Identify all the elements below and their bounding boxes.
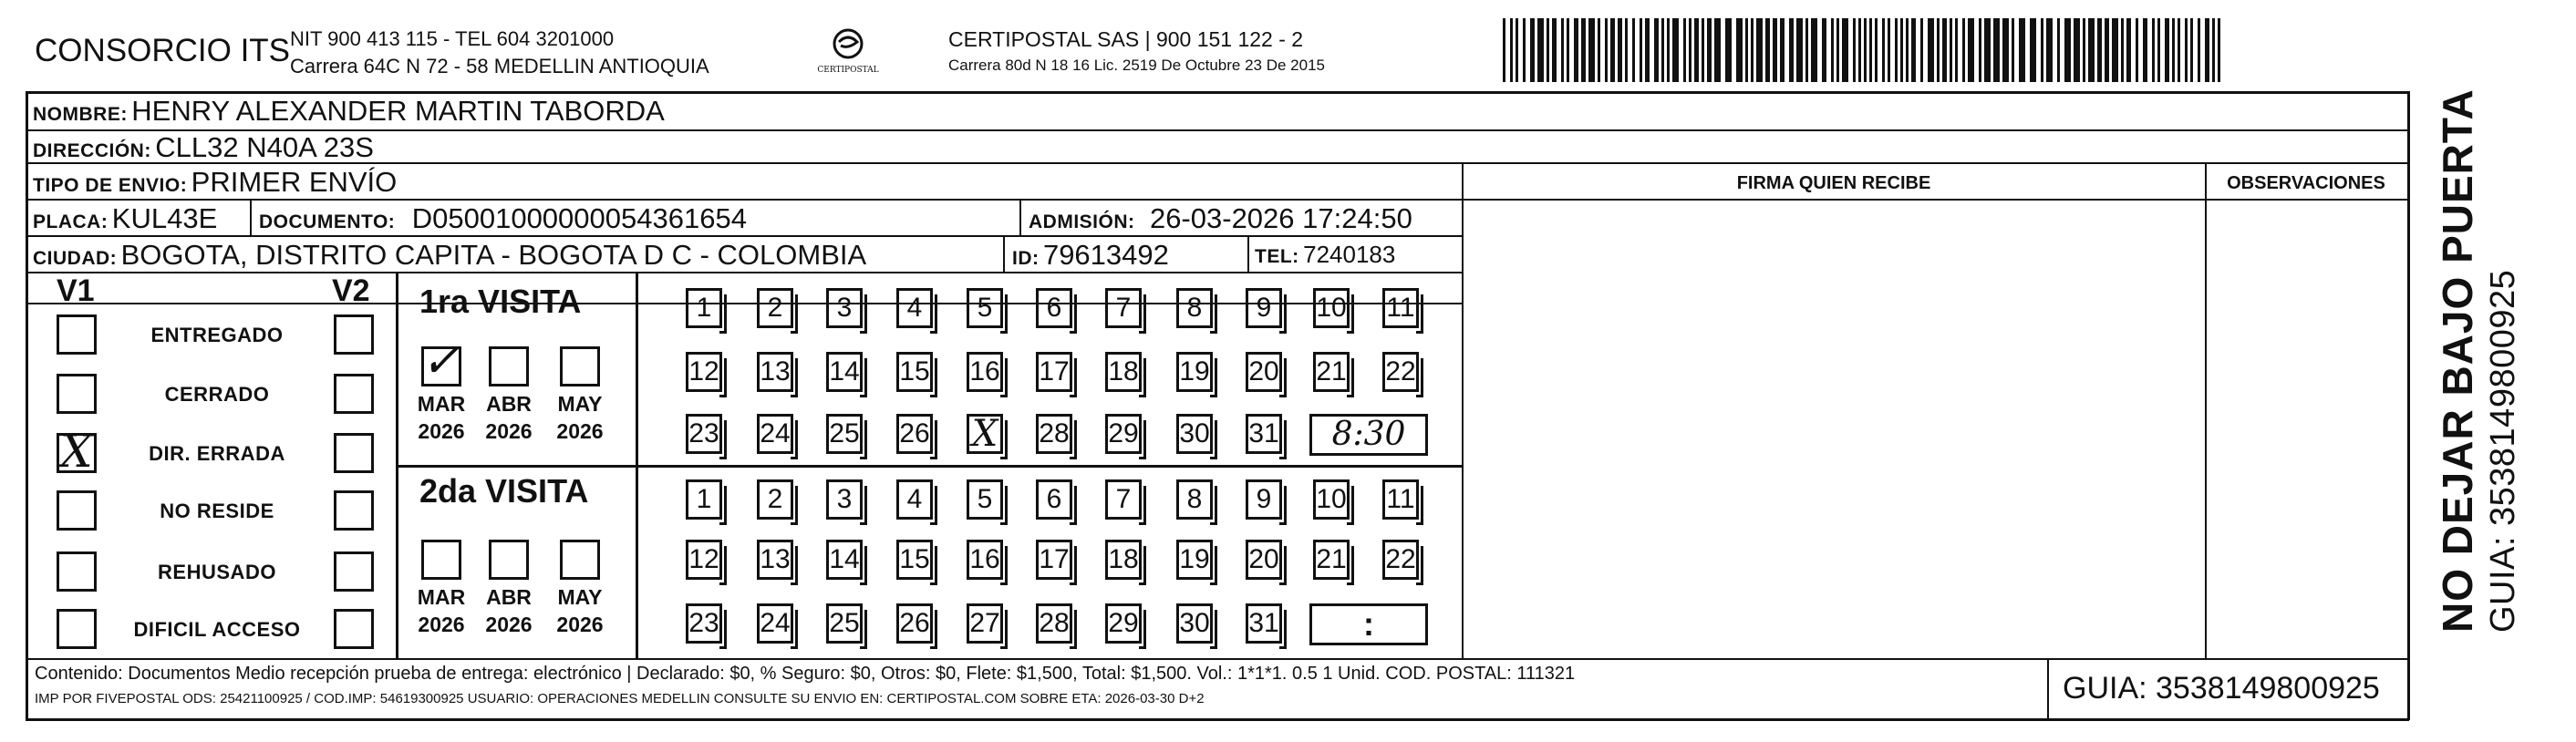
first-month-mark: ✓ (421, 335, 460, 387)
first-day-6[interactable]: 6 (1036, 288, 1072, 328)
second-day-8[interactable]: 8 (1176, 479, 1213, 520)
second-year-label-1: 2026 (485, 613, 533, 636)
second-day-16[interactable]: 16 (967, 540, 1003, 580)
first-day-3[interactable]: 3 (826, 288, 863, 328)
first-day-7[interactable]: 7 (1105, 288, 1142, 328)
second-day-31[interactable]: 31 (1246, 603, 1282, 644)
courier-line: CERTIPOSTAL SAS | 900 151 122 - 2 (948, 27, 1304, 51)
direccion-value: CLL32 N40A 23S (155, 131, 374, 163)
second-day-13[interactable]: 13 (757, 540, 793, 580)
placa-label: PLACA: (33, 211, 109, 232)
first-day-26[interactable]: 26 (896, 414, 933, 454)
first-day-14[interactable]: 14 (826, 352, 863, 392)
status-label-5: DIFICIL ACCESO (133, 618, 301, 641)
second-day-26[interactable]: 26 (896, 603, 933, 644)
first-day-18[interactable]: 18 (1105, 352, 1142, 392)
admision-value: 26-03-2026 17:24:50 (1149, 202, 1412, 234)
second-day-1[interactable]: 1 (686, 479, 722, 520)
tel-value: 7240183 (1303, 241, 1396, 268)
tipo-label: TIPO DE ENVIO: (33, 175, 188, 196)
first-day-28[interactable]: 28 (1036, 414, 1072, 454)
v1-checkbox-3[interactable] (57, 490, 97, 531)
first-time-box[interactable]: 8:30 (1309, 414, 1428, 456)
courier-address: Carrera 80d N 18 16 Lic. 2519 De Octubre 23 De 2015 (948, 57, 1325, 74)
second-year-label-2: 2026 (556, 613, 604, 636)
first-day-27[interactable]: X (967, 414, 1003, 454)
second-day-9[interactable]: 9 (1246, 479, 1282, 520)
address-line: Carrera 64C N 72 - 58 MEDELLIN ANTIOQUIA (290, 55, 709, 77)
second-day-5[interactable]: 5 (967, 479, 1003, 520)
second-day-27[interactable]: 27 (967, 603, 1003, 644)
id-label: ID: (1012, 248, 1040, 269)
second-day-29[interactable]: 29 (1105, 603, 1142, 644)
ciudad-row (33, 239, 866, 272)
side-warning: NO DEJAR BAJO PUERTA (2434, 88, 2481, 633)
v2-checkbox-3[interactable] (334, 490, 374, 531)
first-day-17[interactable]: 17 (1036, 352, 1072, 392)
first-day-12[interactable]: 12 (686, 352, 722, 392)
first-month-label-0: MAR (417, 392, 466, 416)
nombre-value: HENRY ALEXANDER MARTIN TABORDA (131, 95, 665, 127)
second-year-label-0: 2026 (418, 613, 465, 636)
v2-checkbox-0[interactable] (334, 314, 374, 355)
first-day-5[interactable]: 5 (967, 288, 1003, 328)
first-day-21[interactable]: 21 (1313, 352, 1350, 392)
first-day-1[interactable]: 1 (686, 288, 722, 328)
first-day-24[interactable]: 24 (757, 414, 793, 454)
second-day-12[interactable]: 12 (686, 540, 722, 580)
first-day-25[interactable]: 25 (826, 414, 863, 454)
second-day-23[interactable]: 23 (686, 603, 722, 644)
company-name: CONSORCIO ITS (35, 33, 291, 68)
second-day-11[interactable]: 11 (1382, 479, 1419, 520)
second-month-box-0[interactable] (421, 540, 461, 580)
second-visit-title: 2da VISITA (419, 472, 589, 510)
first-day-10[interactable]: 10 (1313, 288, 1350, 328)
first-day-15[interactable]: 15 (896, 352, 933, 392)
tipo-row (33, 166, 397, 199)
second-month-label-2: MAY (557, 585, 603, 609)
second-month-box-1[interactable] (489, 540, 529, 580)
footer-guia: GUIA: 3538149800925 (2063, 671, 2380, 706)
documento-value: D05001000000054361654 (411, 202, 747, 234)
admision-row (1029, 202, 1412, 235)
first-month-label-2: MAY (557, 392, 603, 416)
side-text (2433, 86, 2523, 633)
second-month-label-0: MAR (417, 585, 466, 609)
first-month-box-1[interactable] (489, 346, 529, 386)
second-day-7[interactable]: 7 (1105, 479, 1142, 520)
second-day-4[interactable]: 4 (896, 479, 933, 520)
second-day-22[interactable]: 22 (1382, 540, 1419, 580)
second-day-17[interactable]: 17 (1036, 540, 1072, 580)
second-day-24[interactable]: 24 (757, 603, 793, 644)
footer-imp: IMP POR FIVEPOSTAL ODS: 25421100925 / COD.IMP: 54619300925 USUARIO: OPERACIONES MEDELLIN CONSULTE SU ENVIO EN: CERTIPOSTAL.COM SOBRE ETA: 2026-03-30 D+2 (35, 691, 1205, 706)
second-day-28[interactable]: 28 (1036, 603, 1072, 644)
barcode-icon (1503, 18, 2223, 82)
side-guia: GUIA: 3538149800925 (2484, 269, 2522, 633)
nit-line: NIT 900 413 115 - TEL 604 3201000 (290, 27, 615, 50)
first-day-8[interactable]: 8 (1176, 288, 1213, 328)
tel-row (1255, 241, 1395, 269)
second-time-box[interactable]: : (1309, 603, 1428, 645)
second-day-21[interactable]: 21 (1313, 540, 1350, 580)
first-day-29[interactable]: 29 (1105, 414, 1142, 454)
second-month-label-1: ABR (486, 585, 532, 609)
v2-checkbox-5[interactable] (334, 609, 374, 649)
second-day-15[interactable]: 15 (896, 540, 933, 580)
first-year-label-0: 2026 (418, 419, 465, 443)
documento-row (259, 202, 747, 235)
first-day-30[interactable]: 30 (1176, 414, 1213, 454)
first-day-13[interactable]: 13 (757, 352, 793, 392)
nombre-row (33, 95, 665, 128)
status-label-4: REHUSADO (158, 561, 276, 583)
v1-checkbox-4[interactable] (57, 551, 97, 592)
v1-checkbox-5[interactable] (57, 609, 97, 649)
first-day-23[interactable]: 23 (686, 414, 722, 454)
nombre-label: NOMBRE: (33, 104, 128, 125)
tipo-value: PRIMER ENVÍO (191, 166, 398, 198)
firma-header: FIRMA QUIEN RECIBE (1736, 173, 1931, 193)
second-day-30[interactable]: 30 (1176, 603, 1213, 644)
second-day-25[interactable]: 25 (826, 603, 863, 644)
direccion-row (33, 131, 374, 164)
first-year-label-1: 2026 (485, 419, 533, 443)
ciudad-label: CIUDAD: (33, 248, 118, 269)
v2-checkbox-4[interactable] (334, 551, 374, 592)
v2-checkbox-2[interactable] (334, 433, 374, 473)
second-day-14[interactable]: 14 (826, 540, 863, 580)
first-month-box-2[interactable] (560, 346, 600, 386)
observaciones-header: OBSERVACIONES (2227, 173, 2385, 193)
second-day-6[interactable]: 6 (1036, 479, 1072, 520)
first-visit-title: 1ra VISITA (419, 283, 582, 320)
ciudad-value: BOGOTA, DISTRITO CAPITA - BOGOTA D C - COLOMBIA (120, 239, 867, 271)
first-day-16[interactable]: 16 (967, 352, 1003, 392)
first-day-11[interactable]: 11 (1382, 288, 1419, 328)
direccion-label: DIRECCIÓN: (33, 140, 151, 161)
id-value: 79613492 (1042, 239, 1169, 271)
second-day-2[interactable]: 2 (757, 479, 793, 520)
second-day-10[interactable]: 10 (1313, 479, 1350, 520)
v1-checkbox-0[interactable] (57, 314, 97, 355)
second-day-20[interactable]: 20 (1246, 540, 1282, 580)
status-label-0: ENTREGADO (150, 324, 284, 346)
first-day-9[interactable]: 9 (1246, 288, 1282, 328)
second-day-18[interactable]: 18 (1105, 540, 1142, 580)
barcode (1503, 18, 2223, 82)
first-month-label-1: ABR (486, 392, 532, 416)
second-month-box-2[interactable] (560, 540, 600, 580)
v2-header: V2 (332, 273, 370, 308)
v1-header: V1 (57, 273, 95, 308)
v1-checkbox-1[interactable] (57, 374, 97, 414)
first-day-19[interactable]: 19 (1176, 352, 1213, 392)
placa-value: KUL43E (111, 202, 218, 234)
placa-row (33, 202, 217, 235)
second-day-19[interactable]: 19 (1176, 540, 1213, 580)
second-day-3[interactable]: 3 (826, 479, 863, 520)
id-row (1012, 239, 1169, 272)
admision-label: ADMISIÓN: (1029, 211, 1135, 232)
first-year-label-2: 2026 (556, 419, 604, 443)
first-day-31[interactable]: 31 (1246, 414, 1282, 454)
status-label-1: CERRADO (164, 383, 270, 406)
first-day-20[interactable]: 20 (1246, 352, 1282, 392)
status-label-3: NO RESIDE (160, 500, 274, 522)
first-day-22[interactable]: 22 (1382, 352, 1419, 392)
status-label-2: DIR. ERRADA (149, 442, 285, 465)
tel-label: TEL: (1255, 246, 1299, 267)
first-day-4[interactable]: 4 (896, 288, 933, 328)
courier-logo-text: CERTIPOSTAL (817, 66, 879, 75)
first-day-2[interactable]: 2 (757, 288, 793, 328)
documento-label: DOCUMENTO: (259, 211, 396, 232)
v2-checkbox-1[interactable] (334, 374, 374, 414)
v1-mark: X (60, 425, 93, 478)
footer-contenido: Contenido: Documentos Medio recepción prueba de entrega: electrónico | Declarado: $0, % Seguro: $0, Otros: $0, Flete: $1,500, Total: $1,500. Vol.: 1*1*1. 0.5 1 Unid. COD. POSTAL: 111321 (35, 664, 1576, 684)
